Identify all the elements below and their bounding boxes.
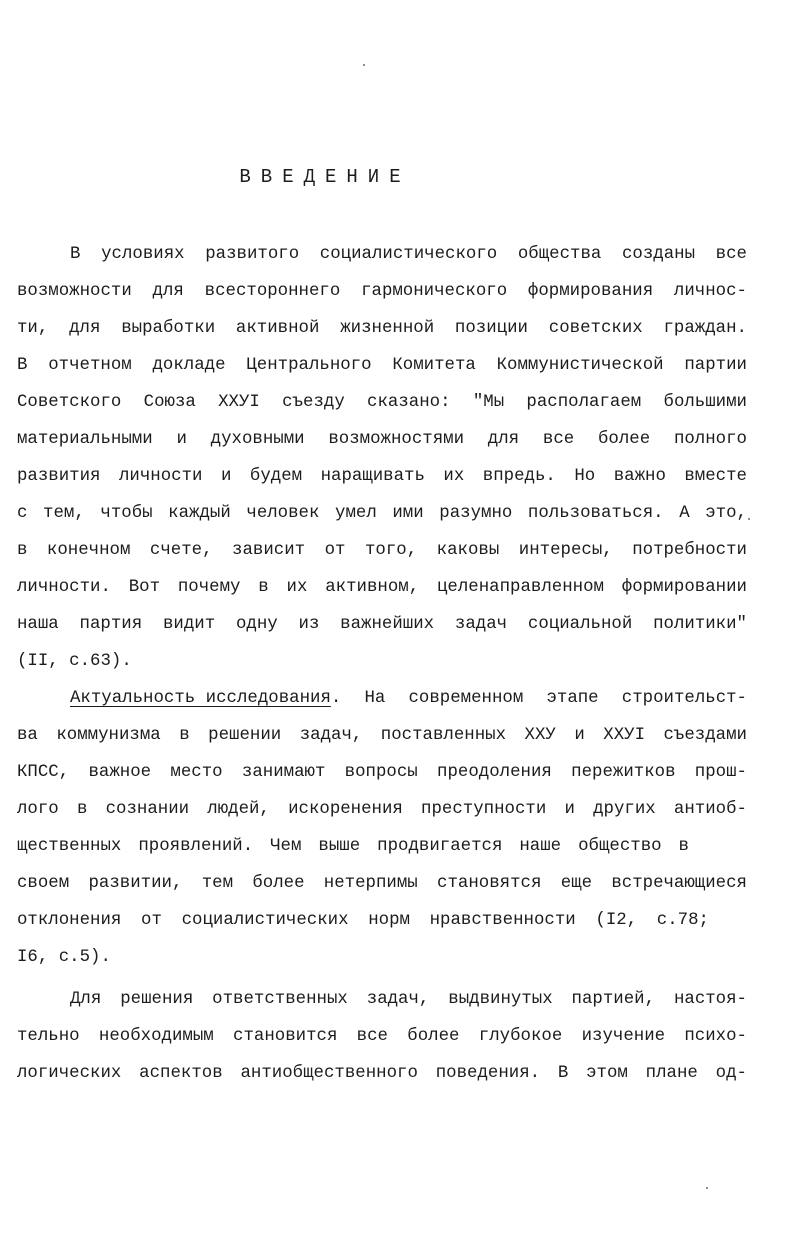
text-line: личности. Вот почему в их активном, целенаправленном формировании <box>17 578 747 597</box>
text-line: щественных проявлений. Чем выше продвигается наше общество в <box>17 837 689 856</box>
text-line: своем развитии, тем более нетерпимы становятся еще встречающиеся <box>17 874 747 893</box>
text-line: ва коммунизма в решении задач, поставленных ХХУ и ХХУI съездами <box>17 726 747 745</box>
text-line: логических аспектов антиобщественного поведения. В этом плане од- <box>17 1064 747 1083</box>
paragraph-tasks <box>17 981 747 1092</box>
scan-speck <box>706 1187 708 1189</box>
text-line: Для решения ответственных задач, выдвинутых партией, настоя- <box>70 990 747 1009</box>
text-line: отклонения от социалистических норм нравственности (I2, с.78; <box>17 911 709 930</box>
section-title <box>0 166 650 188</box>
paragraph-intro <box>17 236 747 680</box>
text-line: В условиях развитого социалистического общества созданы все <box>70 245 747 264</box>
text-line: материальными и духовными возможностями для все более полного <box>17 430 747 449</box>
section-title-text: ВВЕДЕНИЕ <box>239 166 411 188</box>
relevance-heading-rest: . На современном этапе строительст- <box>330 689 747 708</box>
text-line: развития личности и будем наращивать их впредь. Но важно вместе <box>17 467 747 486</box>
body-text <box>17 236 747 1092</box>
paragraph-relevance <box>17 680 747 976</box>
text-line <box>17 680 747 717</box>
scan-speck <box>748 518 750 520</box>
scan-speck <box>363 64 365 66</box>
text-line: (II, с.63). <box>17 652 132 671</box>
relevance-heading: Актуальность исследования <box>70 689 331 708</box>
text-line: возможности для всестороннего гармонического формирования личнос- <box>17 282 747 301</box>
text-line: ти, для выработки активной жизненной позиции советских граждан. <box>17 319 747 338</box>
text-line: в конечном счете, зависит от того, каковы интересы, потребности <box>17 541 747 560</box>
text-line: I6, с.5). <box>17 948 111 967</box>
text-line: В отчетном докладе Центрального Комитета Коммунистической партии <box>17 356 747 375</box>
text-line: КПСС, важное место занимают вопросы преодоления пережитков прош- <box>17 763 747 782</box>
text-line: наша партия видит одну из важнейших задач социальной политики" <box>17 615 747 634</box>
text-line: Советского Союза ХХУI съезду сказано: "Мы располагаем большими <box>17 393 747 412</box>
text-line: тельно необходимым становится все более глубокое изучение психо- <box>17 1027 747 1046</box>
text-line: с тем, чтобы каждый человек умел ими разумно пользоваться. А это, <box>17 504 747 523</box>
text-line: лого в сознании людей, искоренения преступности и других антиоб- <box>17 800 747 819</box>
